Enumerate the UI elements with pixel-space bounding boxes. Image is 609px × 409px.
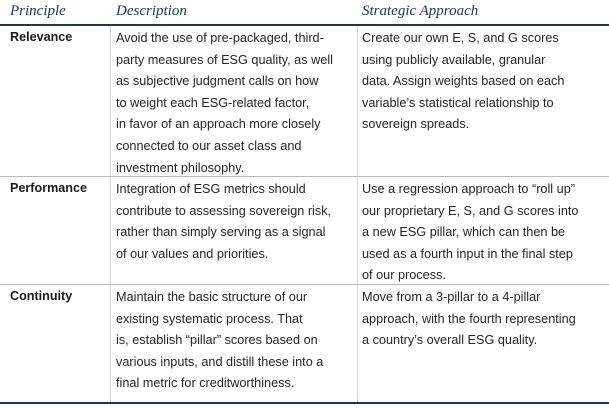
description-line: in favor of an approach more closely: [116, 117, 321, 132]
description-line: various inputs, and distill these into a: [116, 354, 324, 369]
header-description: Description: [116, 3, 187, 19]
header-principle: Principle: [10, 3, 66, 19]
strategy-line: our proprietary E, S, and G scores into: [362, 203, 579, 218]
column-divider: [357, 285, 358, 402]
description-line: contribute to assessing sovereign risk,: [116, 203, 332, 218]
strategy-line: data. Assign weights based on each: [362, 74, 565, 89]
description-cell: [116, 179, 356, 265]
strategy-line: of our process.: [362, 268, 446, 283]
principle-label: Relevance: [10, 30, 73, 44]
header-strategic-approach: Strategic Approach: [362, 3, 479, 19]
column-divider: [110, 177, 111, 284]
principle-label: Performance: [10, 181, 87, 195]
strategy-line: variable’s statistical relationship to: [362, 95, 554, 110]
strategy-line: approach, with the fourth representing: [362, 311, 576, 326]
description-line: is, establish “pillar” scores based on: [116, 333, 318, 348]
strategy-cell: [362, 287, 604, 352]
strategy-line: Use a regression approach to “roll up”: [362, 182, 575, 196]
strategy-line: Move from a 3-pillar to a 4-pillar: [362, 290, 541, 304]
description-line: Avoid the use of pre-packaged, third-: [116, 31, 324, 45]
description-line: party measures of ESG quality, as well: [116, 52, 333, 67]
table-header-row: [0, 0, 609, 26]
description-line: rather than simply serving as a signal: [116, 225, 326, 240]
description-line: existing systematic process. That: [116, 311, 303, 326]
table-row-continuity: [0, 285, 609, 404]
strategy-cell: [362, 28, 604, 136]
description-line: connected to our asset class and: [116, 138, 302, 153]
description-cell: [116, 287, 356, 395]
column-divider: [357, 26, 358, 176]
strategy-line: a new ESG pillar, which can then be: [362, 225, 566, 240]
table-row-relevance: [0, 26, 609, 177]
description-line: final metric for creditworthiness.: [116, 376, 295, 391]
description-line: investment philosophy.: [116, 160, 245, 175]
strategy-line: a country’s overall ESG quality.: [362, 333, 538, 348]
table-row-performance: [0, 177, 609, 285]
description-line: to weight each ESG-related factor,: [116, 95, 310, 110]
principle-label: Continuity: [10, 289, 73, 303]
strategy-line: used as a fourth input in the final step: [362, 246, 573, 261]
description-line: of our values and priorities.: [116, 246, 269, 261]
description-cell: [116, 28, 356, 179]
strategy-line: using publicly available, granular: [362, 52, 546, 67]
description-line: Integration of ESG metrics should: [116, 182, 306, 196]
description-line: Maintain the basic structure of our: [116, 290, 308, 304]
column-divider: [110, 26, 111, 176]
strategy-line: sovereign spreads.: [362, 117, 470, 132]
strategy-cell: [362, 179, 604, 287]
column-divider: [357, 177, 358, 284]
description-line: as subjective judgment calls on how: [116, 74, 319, 89]
column-divider: [110, 285, 111, 402]
strategy-line: Create our own E, S, and G scores: [362, 31, 559, 45]
